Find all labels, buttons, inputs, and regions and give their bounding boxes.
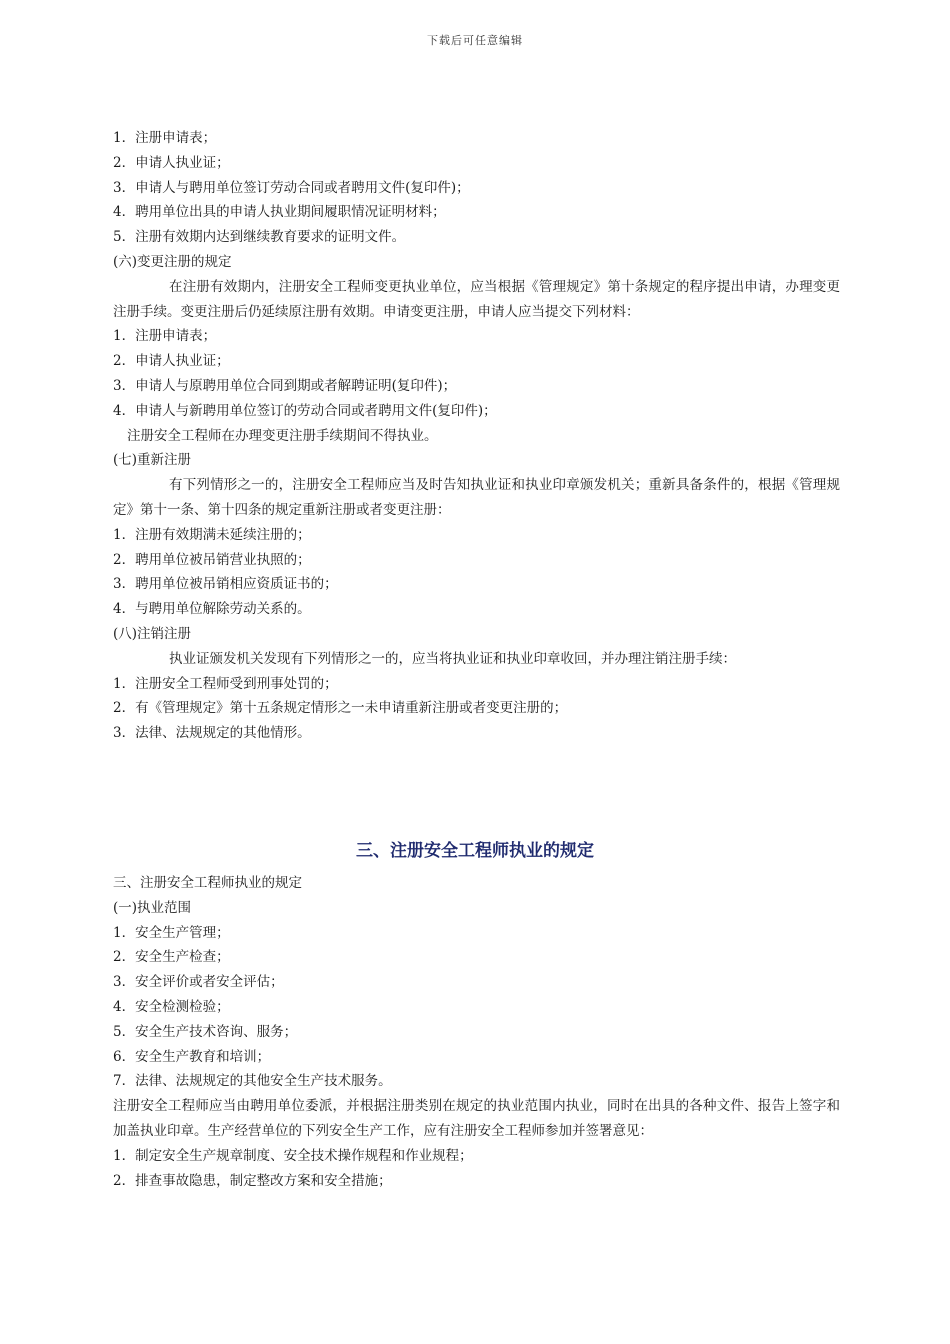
list-item: 1．注册申请表； (113, 130, 217, 146)
list-item: 2．安全生产检查； (113, 949, 230, 966)
list-item: 1．注册安全工程师受到刑事处罚的； (113, 675, 338, 692)
subsection-heading-6: (六)变更注册的规定 (113, 253, 232, 270)
list-item: 3．申请人与原聘用单位合同到期或者解聘证明(复印件)； (113, 377, 457, 394)
list-item: 3．申请人与聘用单位签订劳动合同或者聘用文件(复印件)； (113, 179, 470, 196)
list-item: 4．申请人与新聘用单位签订的劳动合同或者聘用文件(复印件)； (113, 402, 497, 419)
paragraph-7: 有下列情形之一的，注册安全工程师应当及时告知执业证和执业印章颁发机关；重新具备条件的，根据《管理规定》第十一条、第十四条的规定重新注册或者变更注册： (113, 477, 840, 518)
list-item: 5．安全生产技术咨询、服务； (113, 1023, 298, 1040)
list-item: 7．法律、法规规定的其他安全生产技术服务。 (113, 1073, 392, 1090)
document-body-section3 (113, 871, 840, 1193)
list-item: 3．法律、法规规定的其他情形。 (113, 725, 311, 742)
list-item: 3．安全评价或者安全评估； (113, 974, 284, 991)
note-6: 注册安全工程师在办理变更注册手续期间不得执业。 (127, 427, 438, 444)
list-item: 2．申请人执业证； (113, 353, 230, 370)
list-item: 3．聘用单位被吊销相应资质证书的； (113, 576, 338, 593)
list-item: 1．安全生产管理； (113, 924, 230, 941)
list-item: 5．注册有效期内达到继续教育要求的证明文件。 (113, 229, 406, 246)
list-item: 1．注册申请表； (113, 328, 217, 345)
paragraph-6: 在注册有效期内，注册安全工程师变更执业单位，应当根据《管理规定》第十条规定的程序提出申请，办理变更注册手续。变更注册后仍延续原注册有效期。申请变更注册，申请人应当提交下列材料： (113, 278, 840, 320)
section-title: 三、注册安全工程师执业的规定 (356, 841, 594, 861)
paragraph-8: 执业证颁发机关发现有下列情形之一的，应当将执业证和执业印章收回，并办理注销注册手续： (169, 650, 736, 667)
document-body-part1 (113, 126, 840, 746)
page-header: 下载后可任意编辑 (427, 34, 523, 47)
list-item: 2．聘用单位被吊销营业执照的； (113, 551, 311, 568)
list-item: 4．与聘用单位解除劳动关系的。 (113, 601, 311, 618)
subsection-heading-1: (一)执业范围 (113, 899, 192, 916)
list-item: 2．申请人执业证； (113, 154, 230, 171)
subsection-heading-7: (七)重新注册 (113, 452, 192, 469)
list-item: 4．安全检测检验； (113, 998, 230, 1015)
list-item: 4．聘用单位出具的申请人执业期间履职情况证明材料； (113, 204, 446, 221)
list-item: 2．排查事故隐患，制定整改方案和安全措施； (113, 1172, 392, 1189)
list-item: 2．有《管理规定》第十五条规定情形之一未申请重新注册或者变更注册的； (113, 700, 568, 717)
section-subtitle: 三、注册安全工程师执业的规定 (113, 875, 302, 891)
subsection-heading-8: (八)注销注册 (113, 625, 192, 642)
list-item: 1．制定安全生产规章制度、安全技术操作规程和作业规程； (113, 1147, 473, 1164)
list-item: 1．注册有效期满未延续注册的； (113, 526, 311, 543)
paragraph-scope: 注册安全工程师应当由聘用单位委派，并根据注册类别在规定的执业范围内执业，同时在出具的各种文件、报告上签字和加盖执业印章。生产经营单位的下列安全生产工作，应有注册安全工程师参加并签署意见： (113, 1098, 840, 1139)
list-item: 6．安全生产教育和培训； (113, 1048, 271, 1065)
